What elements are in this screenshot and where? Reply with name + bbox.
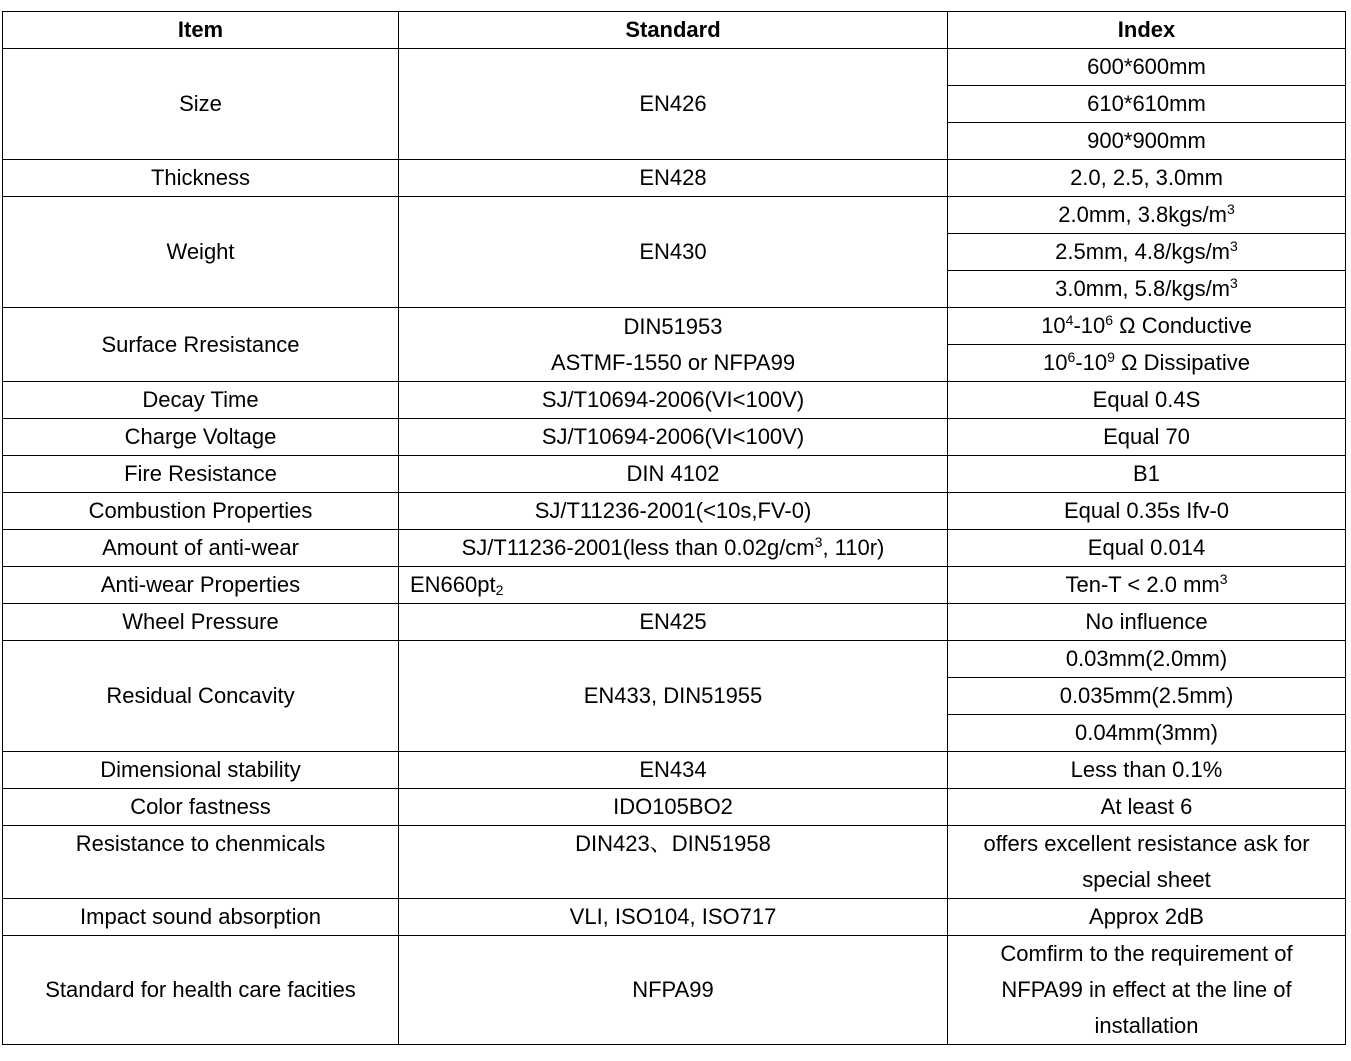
- index-cell: Equal 0.4S: [948, 382, 1346, 419]
- index-cell: 2.5mm, $4.8/kgs/m^3$: [948, 234, 1346, 271]
- standard-cell: SJ/T11236-2001(less than $0.02g/cm^3$, 110r): [399, 530, 948, 567]
- table-row: [3, 752, 1346, 789]
- standard-cell: NFPA99: [399, 936, 948, 1045]
- item-cell: Standard for health care facities: [3, 936, 399, 1045]
- table-row: [3, 604, 1346, 641]
- table-row: [3, 382, 1346, 419]
- table-row: [3, 641, 1346, 678]
- index-cell: 600*600mm: [948, 49, 1346, 86]
- table-row: [3, 419, 1346, 456]
- table-row: [3, 936, 1346, 1045]
- table-row: [3, 160, 1346, 197]
- standard-cell: SJ/T10694-2006(VI<100V): [399, 382, 948, 419]
- index-cell: Comfirm to the requirement of NFPA99 in effect at the line of installation: [948, 936, 1346, 1045]
- item-cell: Impact sound absorption: [3, 899, 399, 936]
- table-row: [3, 789, 1346, 826]
- table-row: [3, 49, 1346, 86]
- index-cell: 2.0mm, $3.8kgs/m^3$: [948, 197, 1346, 234]
- standard-cell: DIN423、DIN51958: [399, 826, 948, 899]
- item-cell: Color fastness: [3, 789, 399, 826]
- table-row: [3, 567, 1346, 604]
- index-cell: Ten-T < 2.0 $mm^3$: [948, 567, 1346, 604]
- item-cell: Fire Resistance: [3, 456, 399, 493]
- table-row: [3, 308, 1346, 345]
- standard-cell: EN426: [399, 49, 948, 160]
- item-cell: Weight: [3, 197, 399, 308]
- index-cell: $10^6-10^9$ Ω Dissipative: [948, 345, 1346, 382]
- standard-cell: DIN51953 ASTMF-1550 or NFPA99: [399, 308, 948, 382]
- standard-cell: VLI, ISO104, ISO717: [399, 899, 948, 936]
- item-cell: Decay Time: [3, 382, 399, 419]
- header-index: Index: [948, 12, 1346, 49]
- standard-cell: $EN660pt_2$: [399, 567, 948, 604]
- item-cell: Thickness: [3, 160, 399, 197]
- item-cell: Charge Voltage: [3, 419, 399, 456]
- standard-cell: SJ/T10694-2006(VI<100V): [399, 419, 948, 456]
- table-row: [3, 899, 1346, 936]
- standard-cell: EN434: [399, 752, 948, 789]
- index-cell: 0.04mm(3mm): [948, 715, 1346, 752]
- index-cell: Equal 70: [948, 419, 1346, 456]
- index-cell: At least 6: [948, 789, 1346, 826]
- item-cell: Surface Rresistance: [3, 308, 399, 382]
- standard-cell: SJ/T11236-2001(<10s,FV-0): [399, 493, 948, 530]
- item-cell: Anti-wear Properties: [3, 567, 399, 604]
- index-cell: Less than 0.1%: [948, 752, 1346, 789]
- item-cell: Dimensional stability: [3, 752, 399, 789]
- item-cell: Resistance to chenmicals: [3, 826, 399, 899]
- standard-cell: DIN 4102: [399, 456, 948, 493]
- item-cell: Size: [3, 49, 399, 160]
- index-cell: Equal 0.35s Ifv-0: [948, 493, 1346, 530]
- item-cell: Combustion Properties: [3, 493, 399, 530]
- standard-cell: EN425: [399, 604, 948, 641]
- item-cell: Amount of anti-wear: [3, 530, 399, 567]
- item-cell: Residual Concavity: [3, 641, 399, 752]
- index-cell: Equal 0.014: [948, 530, 1346, 567]
- item-cell: Wheel Pressure: [3, 604, 399, 641]
- index-cell: B1: [948, 456, 1346, 493]
- index-cell: No influence: [948, 604, 1346, 641]
- header-row: [3, 12, 1346, 49]
- table-row: [3, 197, 1346, 234]
- index-cell: 2.0, 2.5, 3.0mm: [948, 160, 1346, 197]
- table-row: [3, 826, 1346, 899]
- index-cell: $10^4-10^6$ Ω Conductive: [948, 308, 1346, 345]
- index-cell: 610*610mm: [948, 86, 1346, 123]
- standard-cell: EN428: [399, 160, 948, 197]
- table-row: [3, 530, 1346, 567]
- index-cell: 900*900mm: [948, 123, 1346, 160]
- table-row: [3, 456, 1346, 493]
- index-cell: 0.035mm(2.5mm): [948, 678, 1346, 715]
- standard-cell: EN433, DIN51955: [399, 641, 948, 752]
- index-cell: 3.0mm, $5.8/kgs/m^3$: [948, 271, 1346, 308]
- index-cell: offers excellent resistance ask for special sheet: [948, 826, 1346, 899]
- header-standard: Standard: [399, 12, 948, 49]
- spec-table: [2, 11, 1346, 1045]
- standard-cell: IDO105BO2: [399, 789, 948, 826]
- standard-cell: EN430: [399, 197, 948, 308]
- index-cell: Approx 2dB: [948, 899, 1346, 936]
- table-row: [3, 493, 1346, 530]
- index-cell: 0.03mm(2.0mm): [948, 641, 1346, 678]
- header-item: Item: [3, 12, 399, 49]
